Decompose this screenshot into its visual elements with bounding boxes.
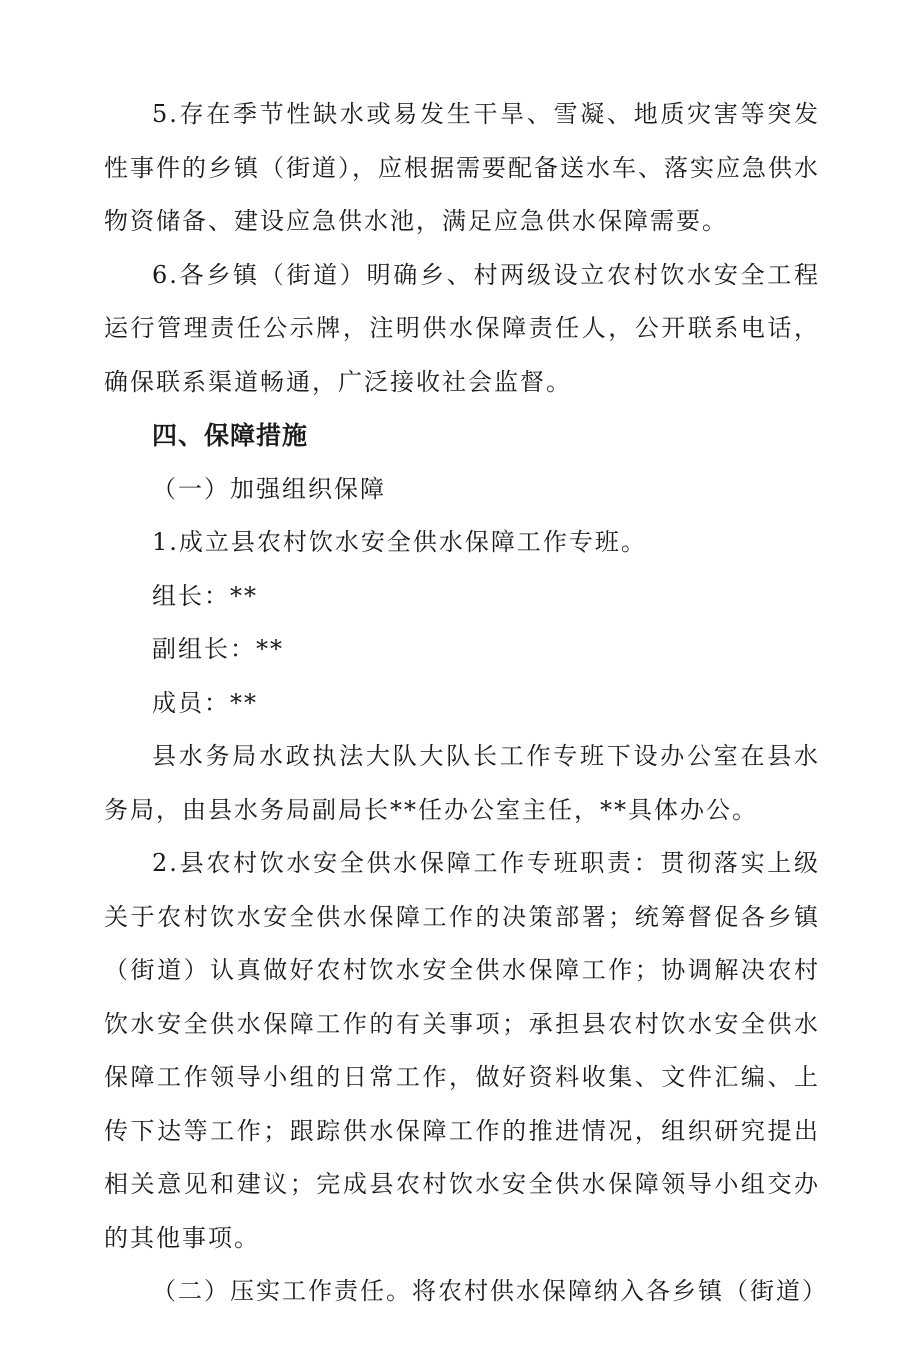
paragraph-item-6: 6.各乡镇（街道）明确乡、村两级设立农村饮水安全工程运行管理责任公示牌，注明供水保障责任人，公开联系电话，确保联系渠道畅通，广泛接收社会监督。: [104, 260, 820, 396]
paragraph-item-5: 5.存在季节性缺水或易发生干旱、雪凝、地质灾害等突发性事件的乡镇（街道），应根据需要配备送水车、落实应急供水物资储备、建设应急供水池，满足应急供水保障需要。: [104, 100, 820, 235]
paragraph-item-2: 2.县农村饮水安全供水保障工作专班职责：贯彻落实上级关于农村饮水安全供水保障工作的决策部署；统筹督促各乡镇（街道）认真做好农村饮水安全供水保障工作；协调解决农村饮水安全供水保障工作的有关事项；承担县农村饮水安全供水保障工作领导小组的日常工作，做好资料收集、文件汇编、上传下达等工作；跟踪供水保障工作的推进情况，组织研究提出相关意见和建议；完成县农村饮水安全供水保障领导小组交办的其他事项。: [104, 849, 820, 1252]
members-line: 成员：**: [152, 688, 258, 717]
document-body: [104, 88, 828, 1319]
section-heading-4: 四、保障措施: [152, 421, 309, 450]
subsection-paragraph-2: （二）压实工作责任。将农村供水保障纳入各乡镇（街道）: [152, 1277, 828, 1305]
paragraph-item-1: 1.成立县农村饮水安全供水保障工作专班。: [152, 528, 647, 556]
subsection-heading-1: （一）加强组织保障: [152, 474, 386, 503]
office-paragraph: 县水务局水政执法大队大队长工作专班下设办公室在县水务局，由县水务局副局长**任办公室主任，**具体办公。: [104, 742, 820, 824]
group-leader-line: 组长：**: [152, 581, 258, 610]
deputy-leader-line: 副组长：**: [152, 635, 284, 663]
